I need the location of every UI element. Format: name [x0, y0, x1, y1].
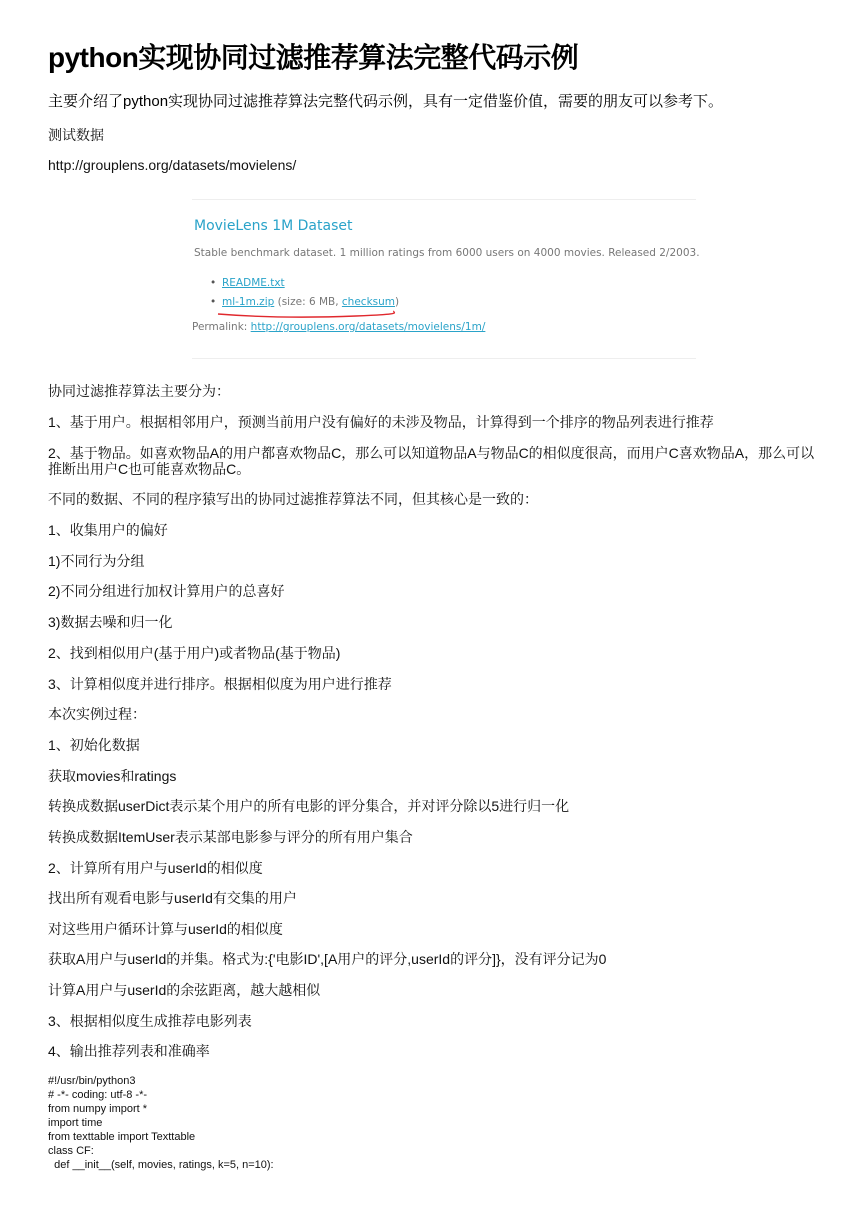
paragraph: 3、计算相似度并进行排序。根据相似度为用户进行推荐 [48, 676, 392, 692]
paragraph: 1)不同行为分组 [48, 553, 145, 569]
paragraph: 找出所有观看电影与userId有交集的用户 [48, 890, 297, 906]
paragraph: 转换成数据ItemUser表示某部电影参与评分的所有用户集合 [48, 829, 413, 845]
paragraph: 协同过滤推荐算法主要分为： [48, 383, 230, 399]
paragraph: 本次实例过程： [48, 706, 146, 722]
paragraph: 2、找到相似用户(基于用户)或者物品(基于物品) [48, 645, 341, 661]
paragraph: 4、输出推荐列表和准确率 [48, 1043, 210, 1059]
paragraph: 获取movies和ratings [48, 768, 177, 784]
paragraph: 计算A用户与userId的余弦距离，越大越相似 [48, 982, 321, 998]
dataset-title: MovieLens 1M Dataset [194, 218, 353, 234]
paragraph: 3、根据相似度生成推荐电影列表 [48, 1013, 252, 1029]
bullet-icon: • [210, 296, 217, 308]
page-title: python实现协同过滤推荐算法完整代码示例 [48, 42, 579, 73]
download-list [210, 274, 399, 312]
paragraph: 转换成数据userDict表示某个用户的所有电影的评分集合，并对评分除以5进行归一化 [48, 798, 570, 814]
zip-size: (size: 6 MB, [274, 296, 342, 308]
permalink-link[interactable]: http://grouplens.org/datasets/movielens/1m/ [250, 321, 486, 333]
red-underline-annotation [216, 310, 396, 320]
close-paren: ) [395, 296, 400, 308]
paragraph: 1、收集用户的偏好 [48, 522, 168, 538]
paragraph: 2、基于物品。如喜欢物品A的用户都喜欢物品C，那么可以知道物品A与物品C的相似度很高，而用户C喜欢物品A，那么可以推断出用户C也可能喜欢物品C。 [48, 445, 815, 477]
permalink-label: Permalink: [192, 321, 251, 333]
section-label: 测试数据 [48, 127, 104, 143]
paragraph: 3)数据去噪和归一化 [48, 614, 173, 630]
dataset-description: Stable benchmark dataset. 1 million ratings from 6000 users on 4000 movies. Released 2/2003. [194, 247, 700, 259]
paragraph: 2、计算所有用户与userId的相似度 [48, 860, 263, 876]
paragraph: 对这些用户循环计算与userId的相似度 [48, 921, 283, 937]
paragraph: 不同的数据、不同的程序猿写出的协同过滤推荐算法不同，但其核心是一致的： [48, 491, 538, 507]
paragraph: 1、初始化数据 [48, 737, 140, 753]
intro-text: 主要介绍了python实现协同过滤推荐算法完整代码示例，具有一定借鉴价值，需要的朋友可以参考下。 [48, 93, 724, 110]
permalink [192, 321, 485, 333]
readme-link[interactable]: README.txt [222, 277, 285, 289]
code-block: #!/usr/bin/python3 # -*- coding: utf-8 -*- from numpy import * import time from texttable import Texttable class CF: def __init__(self, movies, ratings, k=5, n=10): [48, 1075, 274, 1171]
list-item [210, 274, 399, 293]
movielens-screenshot [192, 199, 700, 359]
bullet-icon: • [210, 277, 217, 289]
paragraph: 获取A用户与userId的并集。格式为:{'电影ID',[A用户的评分,userId的评分]}，没有评分记为0 [48, 951, 607, 967]
paragraph: 1、基于用户。根据相邻用户，预测当前用户没有偏好的未涉及物品，计算得到一个排序的物品列表进行推荐 [48, 414, 714, 430]
dataset-url: http://grouplens.org/datasets/movielens/ [48, 157, 297, 173]
checksum-link[interactable]: checksum [341, 296, 396, 308]
zip-link[interactable]: ml-1m.zip [222, 296, 275, 308]
paragraph: 2)不同分组进行加权计算用户的总喜好 [48, 583, 285, 599]
